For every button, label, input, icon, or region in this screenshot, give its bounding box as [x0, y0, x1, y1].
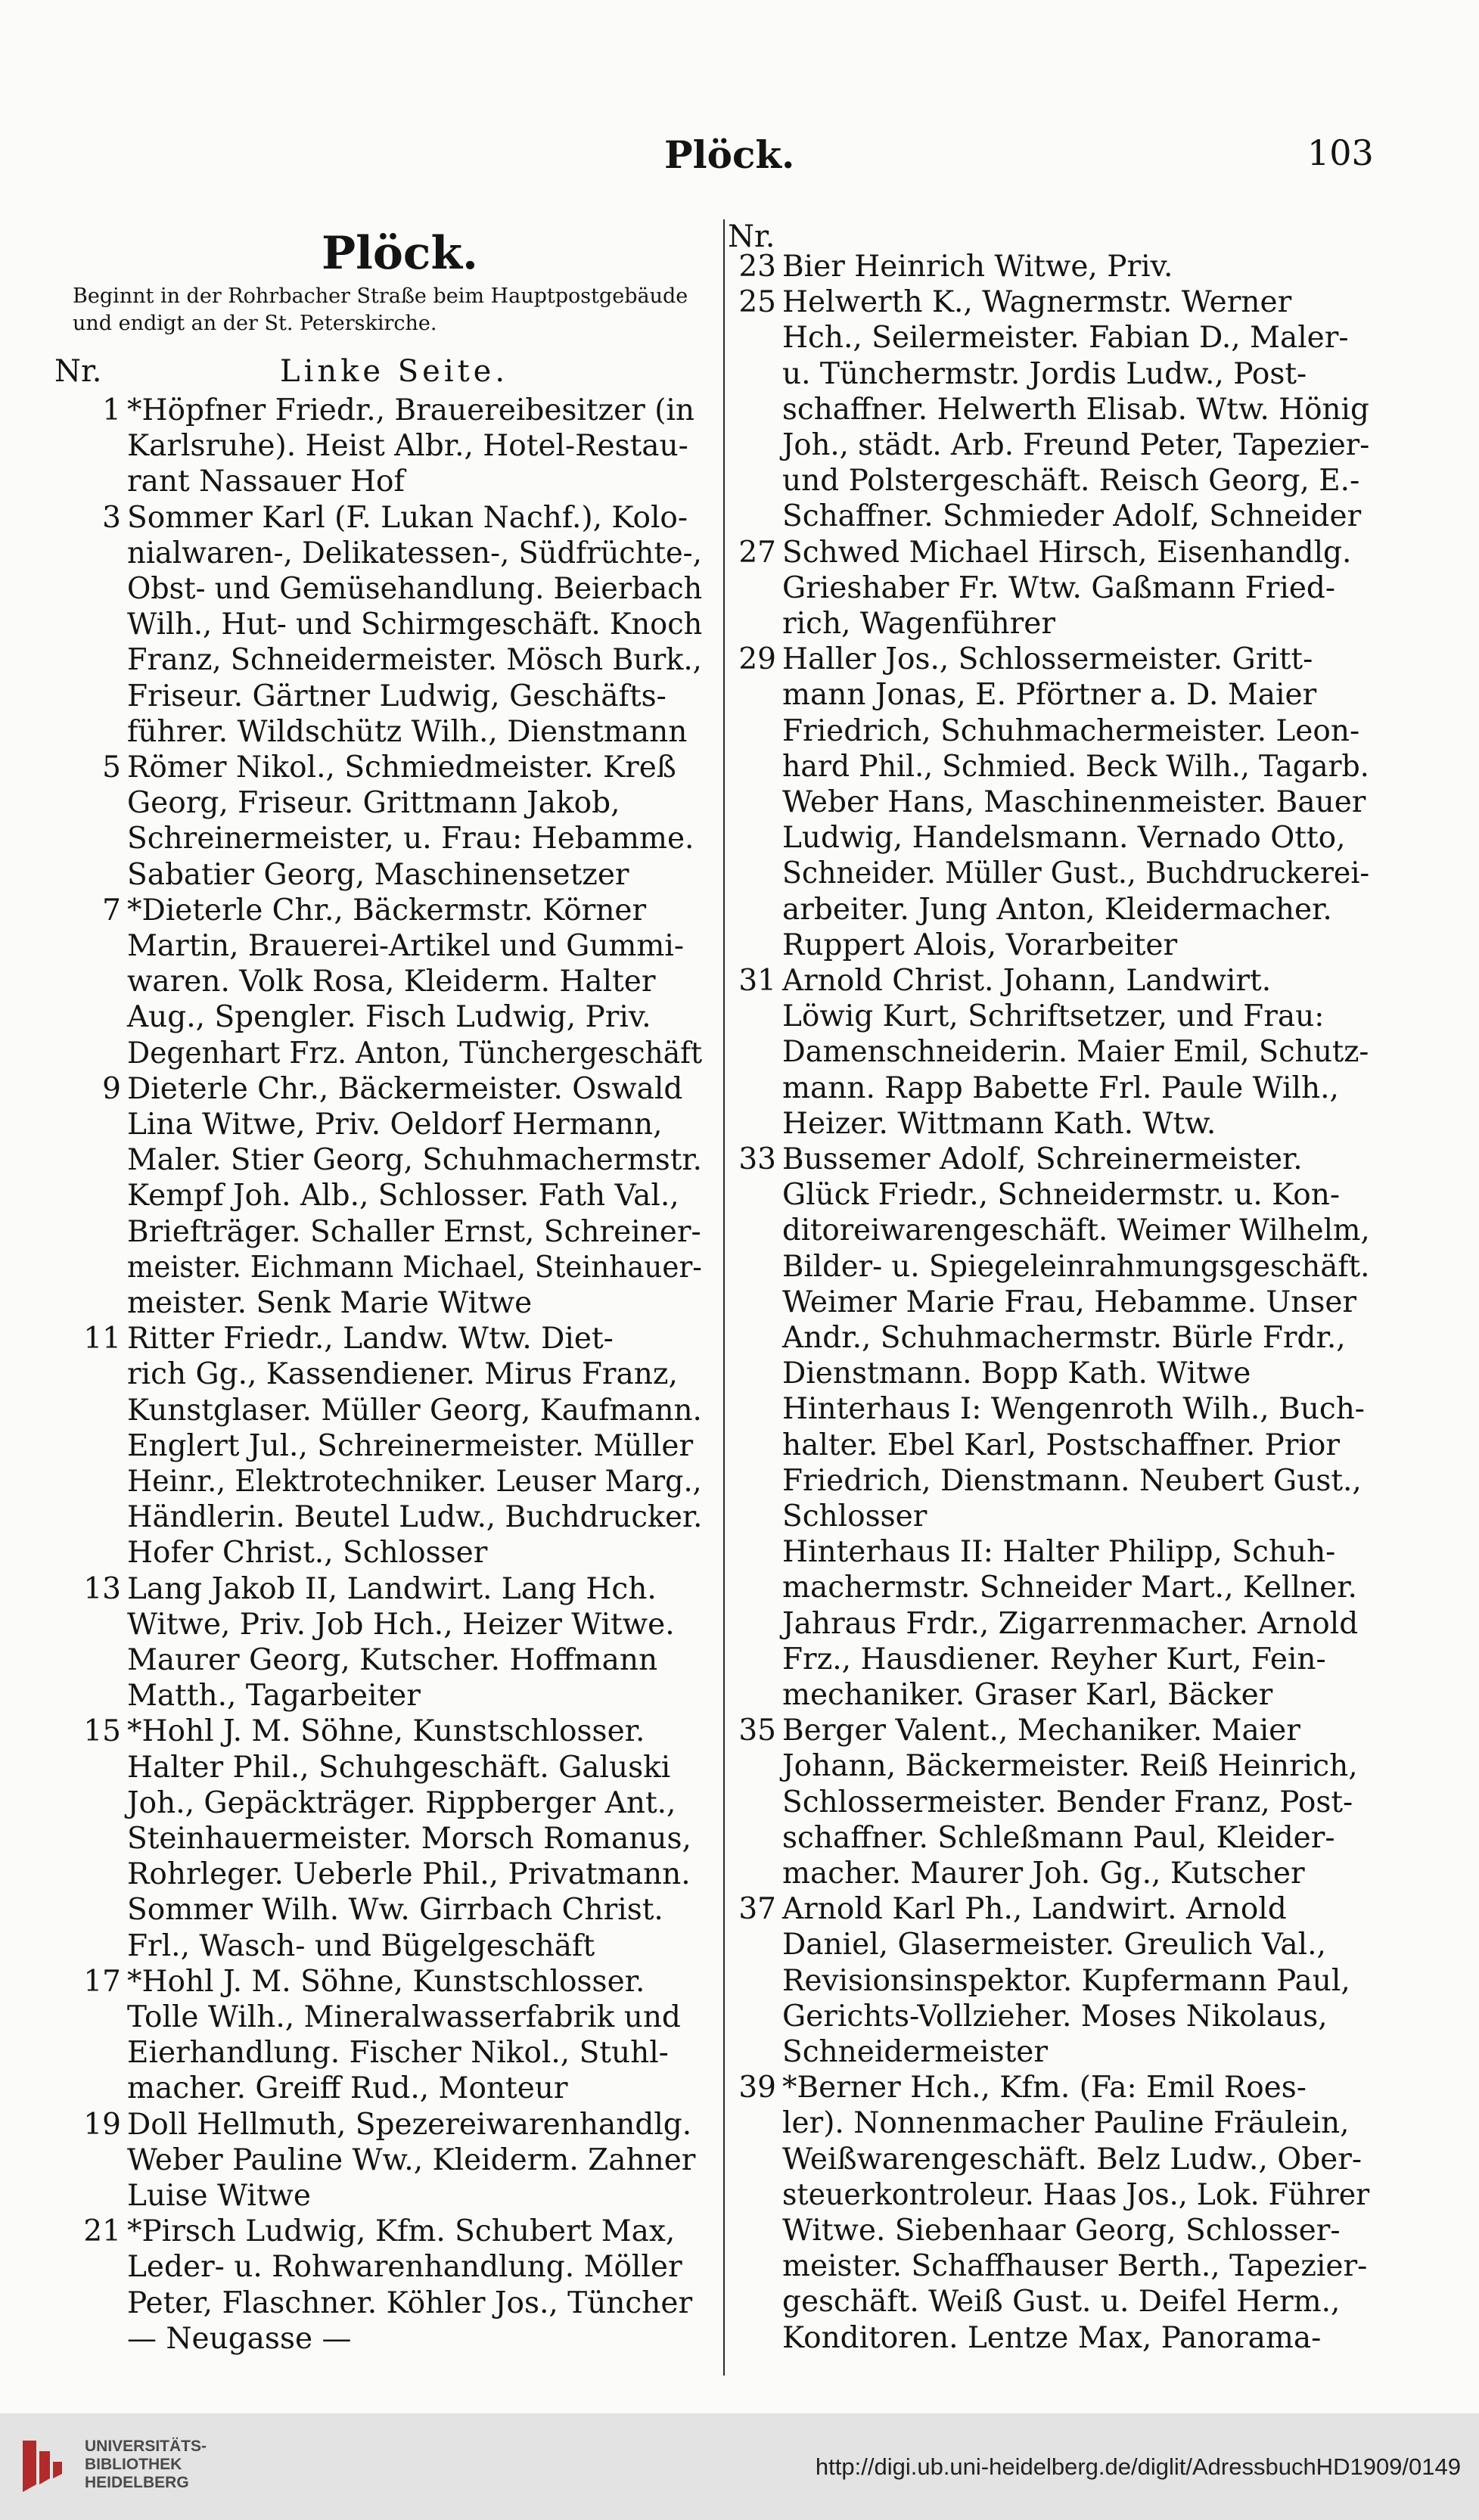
- resident-entry: Steinhauermeister. Morsch Romanus,: [127, 1822, 691, 1856]
- resident-entry: Schlossermeister. Bender Franz, Post-: [782, 1785, 1353, 1819]
- resident-entry: Arnold Christ. Johann, Landwirt.: [782, 964, 1272, 998]
- resident-entry: Obst- und Gemüsehandlung. Beierbach: [127, 572, 703, 606]
- resident-entry: Lina Witwe, Priv. Oeldorf Hermann,: [127, 1108, 663, 1142]
- resident-entry: Heizer. Wittmann Kath. Wtw.: [782, 1106, 1216, 1141]
- resident-entry: *Hohl J. M. Söhne, Kunstschlosser.: [127, 1964, 645, 1999]
- resident-entry: Weißwarengeschäft. Belz Ludw., Ober-: [782, 2142, 1362, 2177]
- resident-entry: Witwe. Siebenhaar Georg, Schlosser-: [782, 2214, 1341, 2248]
- resident-entry: mechaniker. Graser Karl, Bäcker: [782, 1678, 1273, 1712]
- resident-entry: Andr., Schuhmachermstr. Bürle Frdr.,: [782, 1321, 1346, 1355]
- resident-entry: Karlsruhe). Heist Albr., Hotel-Restau-: [127, 429, 688, 464]
- resident-entry: Berger Valent., Mechaniker. Maier: [782, 1714, 1300, 1748]
- house-number: 17: [83, 1964, 121, 1999]
- resident-entry: Weber Hans, Maschinenmeister. Bauer: [782, 785, 1366, 819]
- library-name: UNIVERSITÄTS- BIBLIOTHEK HEIDELBERG: [85, 2438, 207, 2491]
- resident-entry: — Neugasse —: [127, 2321, 352, 2356]
- resident-entry: Tolle Wilh., Mineralwasserfabrik und: [127, 2000, 681, 2034]
- resident-entry: Sommer Karl (F. Lukan Nachf.), Kolo-: [127, 500, 688, 535]
- resident-entry: rich Gg., Kassendiener. Mirus Franz,: [127, 1357, 678, 1392]
- resident-entry: Arnold Karl Ph., Landwirt. Arnold: [782, 1892, 1287, 1927]
- resident-entry: mann Jonas, E. Pförtner a. D. Maier: [782, 678, 1317, 713]
- resident-entry: macher. Greiff Rud., Monteur: [127, 2071, 568, 2106]
- resident-entry: Bilder- u. Spiegeleinrahmungsgeschäft.: [782, 1249, 1370, 1284]
- resident-entry: Matth., Tagarbeiter: [127, 1679, 421, 1714]
- resident-entry: Damenschneiderin. Maier Emil, Schutz-: [782, 1035, 1369, 1070]
- resident-entry: Dienstmann. Bopp Kath. Witwe: [782, 1356, 1251, 1391]
- resident-entry: Dieterle Chr., Bäckermeister. Oswald: [127, 1071, 683, 1106]
- house-number: 3: [102, 500, 121, 535]
- resident-entry: Halter Phil., Schuhgeschäft. Galuski: [127, 1750, 671, 1785]
- resident-entry: Daniel, Glasermeister. Greulich Val.,: [782, 1928, 1326, 1962]
- resident-entry: Luise Witwe: [127, 2179, 311, 2213]
- resident-entry: Gerichts-Vollzieher. Moses Nikolaus,: [782, 1999, 1328, 2034]
- resident-entry: halter. Ebel Karl, Postschaffner. Prior: [782, 1428, 1341, 1462]
- house-number: 39: [738, 2071, 776, 2105]
- resident-entry: Wilh., Hut- und Schirmgeschäft. Knoch: [127, 607, 703, 642]
- resident-entry: Glück Friedr., Schneidermstr. u. Kon-: [782, 1178, 1341, 1213]
- resident-entry: Helwerth K., Wagnermstr. Werner: [782, 285, 1292, 320]
- resident-entry: u. Tünchermstr. Jordis Ludw., Post-: [782, 356, 1307, 391]
- resident-entry: rant Nassauer Hof: [127, 465, 405, 499]
- resident-entry: Friseur. Gärtner Ludwig, Geschäfts-: [127, 679, 666, 713]
- house-number: 29: [738, 642, 776, 677]
- column-label-side: Linke Seite.: [280, 354, 509, 389]
- resident-entry: Revisionsinspektor. Kupfermann Paul,: [782, 1963, 1350, 1998]
- resident-entry: arbeiter. Jung Anton, Kleidermacher.: [782, 892, 1332, 927]
- resident-entry: machermstr. Schneider Mart., Kellner.: [782, 1571, 1357, 1605]
- resident-entry: Joh., städt. Arb. Freund Peter, Tapezier-: [782, 428, 1370, 462]
- page-number: 103: [1307, 132, 1374, 173]
- resident-entry: rich, Wagenführer: [782, 607, 1056, 641]
- resident-entry: Ludwig, Handelsmann. Vernado Otto,: [782, 821, 1346, 856]
- resident-entry: Georg, Friseur. Grittmann Jakob,: [127, 786, 620, 821]
- resident-entry: Schneidermeister: [782, 2035, 1048, 2069]
- house-number: 13: [83, 1571, 121, 1606]
- house-number: 25: [738, 285, 776, 320]
- resident-entry: Rohrleger. Ueberle Phil., Privatmann.: [127, 1857, 691, 1892]
- resident-entry: mann. Rapp Babette Frl. Paule Wilh.,: [782, 1070, 1339, 1105]
- resident-entry: Sabatier Georg, Maschinensetzer: [127, 857, 629, 892]
- resident-entry: meister. Eichmann Michael, Steinhauer-: [127, 1250, 702, 1285]
- resident-entry: Schreinermeister, u. Frau: Hebamme.: [127, 822, 694, 856]
- resident-entry: Löwig Kurt, Schriftsetzer, und Frau:: [782, 999, 1325, 1034]
- house-number: 7: [102, 893, 121, 928]
- house-number: 5: [102, 750, 121, 785]
- house-number: 35: [738, 1714, 776, 1748]
- resident-entry: macher. Maurer Joh. Gg., Kutscher: [782, 1857, 1305, 1891]
- resident-entry: Sommer Wilh. Ww. Girrbach Christ.: [127, 1893, 663, 1928]
- resident-entry: meister. Senk Marie Witwe: [127, 1286, 533, 1320]
- resident-entry: geschäft. Weiß Gust. u. Deifel Herm.,: [782, 2285, 1341, 2320]
- right-column-label-nr: Nr.: [728, 219, 775, 254]
- resident-entry: Friedrich, Dienstmann. Neubert Gust.,: [782, 1463, 1362, 1498]
- resident-entry: *Höpfner Friedr., Brauereibesitzer (in: [127, 393, 695, 427]
- resident-entry: Ruppert Alois, Vorarbeiter: [782, 928, 1178, 962]
- resident-entry: Römer Nikol., Schmiedmeister. Kreß: [127, 750, 676, 785]
- house-number: 15: [83, 1714, 121, 1749]
- resident-entry: Lang Jakob II, Landwirt. Lang Hch.: [127, 1571, 657, 1606]
- resident-entry: Johann, Bäckermeister. Reiß Heinrich,: [782, 1749, 1358, 1784]
- resident-entry: Englert Jul., Schreinermeister. Müller: [127, 1428, 694, 1463]
- resident-entry: Joh., Gepäckträger. Rippberger Ant.,: [127, 1785, 676, 1820]
- resident-entry: *Pirsch Ludwig, Kfm. Schubert Max,: [127, 2214, 676, 2249]
- source-url-link[interactable]: http://digi.ub.uni-heidelberg.de/diglit/AdressbuchHD1909/0149: [815, 2453, 1461, 2480]
- resident-entry: waren. Volk Rosa, Kleiderm. Halter: [127, 965, 656, 999]
- column-divider: [723, 219, 725, 2376]
- resident-entry: Schaffner. Schmieder Adolf, Schneider: [782, 499, 1362, 534]
- resident-entry: Peter, Flaschner. Köhler Jos., Tüncher: [127, 2285, 693, 2320]
- resident-entry: Schlosser: [782, 1499, 927, 1533]
- resident-entry: Jahraus Frdr., Zigarrenmacher. Arnold: [782, 1606, 1359, 1641]
- resident-entry: und Polstergeschäft. Reisch Georg, E.-: [782, 464, 1360, 499]
- house-number: 9: [102, 1071, 121, 1106]
- resident-entry: Konditoren. Lentze Max, Panorama-: [782, 2320, 1322, 2355]
- page-header-title: Plöck.: [664, 132, 795, 177]
- resident-entry: Eierhandlung. Fischer Nikol., Stuhl-: [127, 2036, 669, 2071]
- resident-entry: Frz., Hausdiener. Reyher Kurt, Fein-: [782, 1642, 1326, 1676]
- resident-entry: Kunstglaser. Müller Georg, Kaufmann.: [127, 1393, 702, 1428]
- resident-entry: nialwaren-, Delikatessen-, Südfrüchte-,: [127, 536, 702, 570]
- resident-entry: führer. Wildschütz Wilh., Dienstmann: [127, 714, 688, 749]
- resident-entry: Ritter Friedr., Landw. Wtw. Diet-: [127, 1322, 614, 1356]
- resident-entry: Haller Jos., Schlossermeister. Gritt-: [782, 642, 1313, 677]
- resident-entry: Doll Hellmuth, Spezereiwarenhandlg.: [127, 2107, 692, 2142]
- resident-entry: Grieshaber Fr. Wtw. Gaßmann Fried-: [782, 570, 1336, 605]
- resident-entry: Friedrich, Schuhmachermeister. Leon-: [782, 713, 1360, 748]
- house-number: 23: [738, 250, 776, 284]
- house-number: 11: [83, 1322, 121, 1356]
- resident-entry: ditoreiwarengeschäft. Weimer Wilhelm,: [782, 1213, 1370, 1248]
- house-number: 27: [738, 535, 776, 570]
- resident-entry: schaffner. Helwerth Elisab. Wtw. Hönig: [782, 392, 1369, 427]
- resident-entry: Briefträger. Schaller Ernst, Schreiner-: [127, 1214, 701, 1249]
- resident-entry: meister. Schaffhauser Berth., Tapezier-: [782, 2249, 1368, 2284]
- resident-entry: *Dieterle Chr., Bäckermstr. Körner: [127, 893, 647, 928]
- resident-entry: hard Phil., Schmied. Beck Wilh., Tagarb.: [782, 749, 1369, 784]
- resident-entry: Bussemer Adolf, Schreinermeister.: [782, 1142, 1303, 1176]
- resident-entry: Händlerin. Beutel Ludw., Buchdrucker.: [127, 1500, 703, 1535]
- section-title: Plöck.: [322, 227, 478, 280]
- resident-entry: ler). Nonnenmacher Pauline Fräulein,: [782, 2106, 1350, 2141]
- resident-entry: Hofer Christ., Schlosser: [127, 1536, 488, 1571]
- house-number: 19: [83, 2107, 121, 2142]
- resident-entry: Franz, Schneidermeister. Mösch Burk.,: [127, 643, 702, 678]
- resident-entry: Weber Pauline Ww., Kleiderm. Zahner: [127, 2142, 696, 2177]
- resident-entry: Hch., Seilermeister. Fabian D., Maler-: [782, 321, 1349, 356]
- resident-entry: steuerkontroleur. Haas Jos., Lok. Führer: [782, 2177, 1370, 2212]
- house-number: 31: [738, 964, 776, 998]
- resident-entry: Heinr., Elektrotechniker. Leuser Marg.,: [127, 1465, 702, 1499]
- resident-entry: Martin, Brauerei-Artikel und Gummi-: [127, 929, 685, 963]
- resident-entry: Schneider. Müller Gust., Buchdruckerei-: [782, 856, 1370, 891]
- house-number: 33: [738, 1142, 776, 1176]
- resident-entry: Hinterhaus I: Wengenroth Wilh., Buch-: [782, 1392, 1365, 1427]
- house-number: 1: [102, 393, 121, 427]
- column-label-nr: Nr.: [54, 354, 102, 389]
- resident-entry: Maler. Stier Georg, Schuhmachermstr.: [127, 1143, 702, 1178]
- university-library-logo-icon: [17, 2436, 77, 2497]
- resident-entry: Hinterhaus II: Halter Philipp, Schuh-: [782, 1535, 1336, 1570]
- house-number: 37: [738, 1892, 776, 1927]
- resident-entry: Aug., Spengler. Fisch Ludwig, Priv.: [127, 1000, 651, 1035]
- street-description: Beginnt in der Rohrbacher Straße beim Hauptpostgebäude und endigt an der St. Peterskirche.: [73, 284, 688, 335]
- resident-entry: schaffner. Schleßmann Paul, Kleider-: [782, 1820, 1335, 1855]
- resident-entry: Leder- u. Rohwarenhandlung. Möller: [127, 2250, 682, 2285]
- resident-entry: *Berner Hch., Kfm. (Fa: Emil Roes-: [782, 2071, 1307, 2105]
- resident-entry: *Hohl J. M. Söhne, Kunstschlosser.: [127, 1714, 645, 1749]
- resident-entry: Witwe, Priv. Job Hch., Heizer Witwe.: [127, 1607, 675, 1642]
- resident-entry: Bier Heinrich Witwe, Priv.: [782, 250, 1173, 284]
- resident-entry: Maurer Georg, Kutscher. Hoffmann: [127, 1643, 658, 1677]
- resident-entry: Kempf Joh. Alb., Schlosser. Fath Val.,: [127, 1179, 679, 1213]
- house-number: 21: [83, 2214, 121, 2249]
- resident-entry: Weimer Marie Frau, Hebamme. Unser: [782, 1285, 1357, 1319]
- resident-entry: Frl., Wasch- und Bügelgeschäft: [127, 1928, 595, 1963]
- resident-entry: Schwed Michael Hirsch, Eisenhandlg.: [782, 535, 1352, 570]
- resident-entry: Degenhart Frz. Anton, Tünchergeschäft: [127, 1036, 703, 1070]
